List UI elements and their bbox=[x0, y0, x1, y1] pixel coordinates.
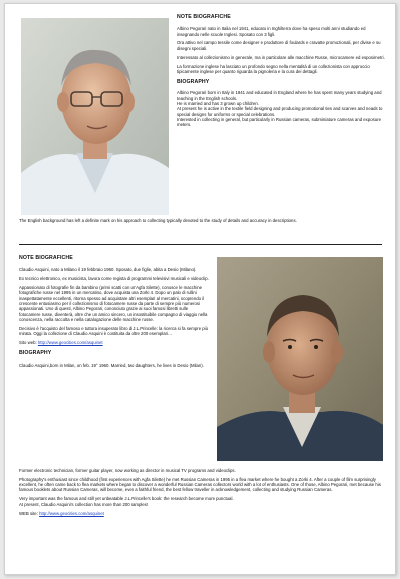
english-bio-line: Albino Pegorari born in Italy in 1941 and educated in England where he has spent many years studying and teaching in the English schools. bbox=[177, 90, 382, 101]
portrait-photo-pegorari bbox=[21, 18, 169, 215]
english-bio-paragraph: Photography's enthusiast since childhood (first experiences with Agfa Silette) he met Russian Cameras in 1995 in a flea market where he bought a Zorki 4. After a couple of film surprisingly excellent, he often came back to flea markets where began to discover a wonderful Russian Cameras collectors world with a lot of enthusiasts. One of those, Albino Pegorari, met because his famous booklets about Russian Cameras, will become, even a faithful friend, the best fellow traveller in acknowledgement, collecting and studying Russian Cameras. bbox=[19, 476, 381, 493]
english-website-line bbox=[19, 511, 385, 516]
italian-bio-paragraph: Decisivo è l'acquisto del famoso e tuttora insuperato libro di J.L.Princelle: la ricerca si fa sempre più mirata. Oggi la collezione di Claudio Asquini è costituita da oltre 200 esemplari… bbox=[19, 325, 209, 337]
english-bio-line: Interested in collecting in general, but particularly in Russian cameras, subminiature cameras and exposure meters. bbox=[177, 116, 381, 128]
italian-bio-paragraph: La formazione inglese ha lasciato un profondo segno nella mentalità di un collezionista con approccio tipicamente inglese per quanto riguarda la pignoleria e la cura dei dettagli. bbox=[177, 63, 370, 74]
website-link[interactable]: http://www.geocities.com/asquinet bbox=[39, 510, 104, 516]
english-bio-paragraph: Former electronic technician, former guitar player, now working as director in musical TV programs and videoclips. bbox=[19, 468, 236, 473]
italian-bio-heading-1: NOTE BIOGRAFICHE bbox=[177, 14, 231, 20]
english-bio-paragraph: Very important was the famous and still yet unbeatable J.L.Princelle's book: the research become more punctual. At present, Claudio Asquini's collection has more than 200 samples! bbox=[19, 496, 234, 507]
website-label: Sito web: bbox=[19, 339, 37, 345]
english-bio-heading-2: BIOGRAPHY bbox=[19, 350, 52, 357]
english-bio-intro: Claudio Asquini,born in Milan, on feb. 19° 1960. Married, two daughters, he lives in Desio (Milan). bbox=[19, 362, 204, 368]
italian-bio-paragraph: Ora attivo nel campo tessile come designer e produttore di foulards e cravatte promozionali, per divise e su disegni speciali. bbox=[177, 40, 381, 51]
italian-bio-paragraph: Ex tecnico elettronico, ex musicista, lavora come regista di programmi televisivi musicali e videoclip. bbox=[19, 276, 209, 282]
section-divider bbox=[19, 244, 382, 245]
italian-bio-heading-2: NOTE BIOGRAFICHE bbox=[19, 255, 73, 261]
biography-page bbox=[4, 3, 396, 575]
english-bio-line: At present he is active in the textile field designing and producing promotional ties and scarves and neads to special designs for uniforms or special celebrations. bbox=[177, 106, 383, 117]
italian-bio-paragraph: Claudio Asquini, nato a Milano il 19 febbraio 1960. Sposato, due figlie, abita a Desio (Milano). bbox=[19, 267, 197, 273]
english-bio-line: He is married and has 3 grown up children. bbox=[177, 101, 259, 107]
italian-bio-paragraph: Appassionato di fotografie fin da bambino (primi scatti con un'Agfa Silette), conosce le macchine fotografiche russe nel 1995 in un mercatino, dove acquista una Zorki 4. Dopo un palo di rullini inaspettatamente eccellenti, ritorna spesso ad acquistare altri esemplari al mercatini, scoprendo il crescente entusiasmo per il collezionismo di fotocamere russe da parte di sempre più numerosi appassionati. Uno di questi, Albino Pegorari, conosciuto grazie ai suoi famosi libretti sulle fotocamere russe, diventerà, oltre che un amico sincero, un insostituibile compagno di viaggio nella conoscenza, nella raccolta e nella catalogazione delle macchine russe. bbox=[19, 285, 208, 322]
italian-bio-paragraph: Interessato al collezionismo in generale, ma in particolare alle macchine Russe, microcamere ed esposimetri. bbox=[177, 54, 385, 60]
italian-website-line bbox=[19, 340, 209, 345]
italian-bio-paragraph: Albino Pegorari nato in Italia nel 1941, educato in Inghilterra dove ha speso molti anni studiando ed insegnando nelle scuole Inglesi. Sposato con 3 figli. bbox=[177, 26, 366, 37]
website-link[interactable]: http://www.geocities.com/asquinet bbox=[37, 339, 103, 345]
english-bio-heading-1: BIOGRAPHY bbox=[177, 79, 210, 86]
portrait-photo-asquini bbox=[217, 257, 383, 461]
english-bio-wide-paragraph: The English background has left a definite mark on his approach to collecting typically devoted to the study of details and accuracy in descriptions. bbox=[19, 218, 297, 223]
website-label: WEB site: bbox=[19, 510, 38, 516]
